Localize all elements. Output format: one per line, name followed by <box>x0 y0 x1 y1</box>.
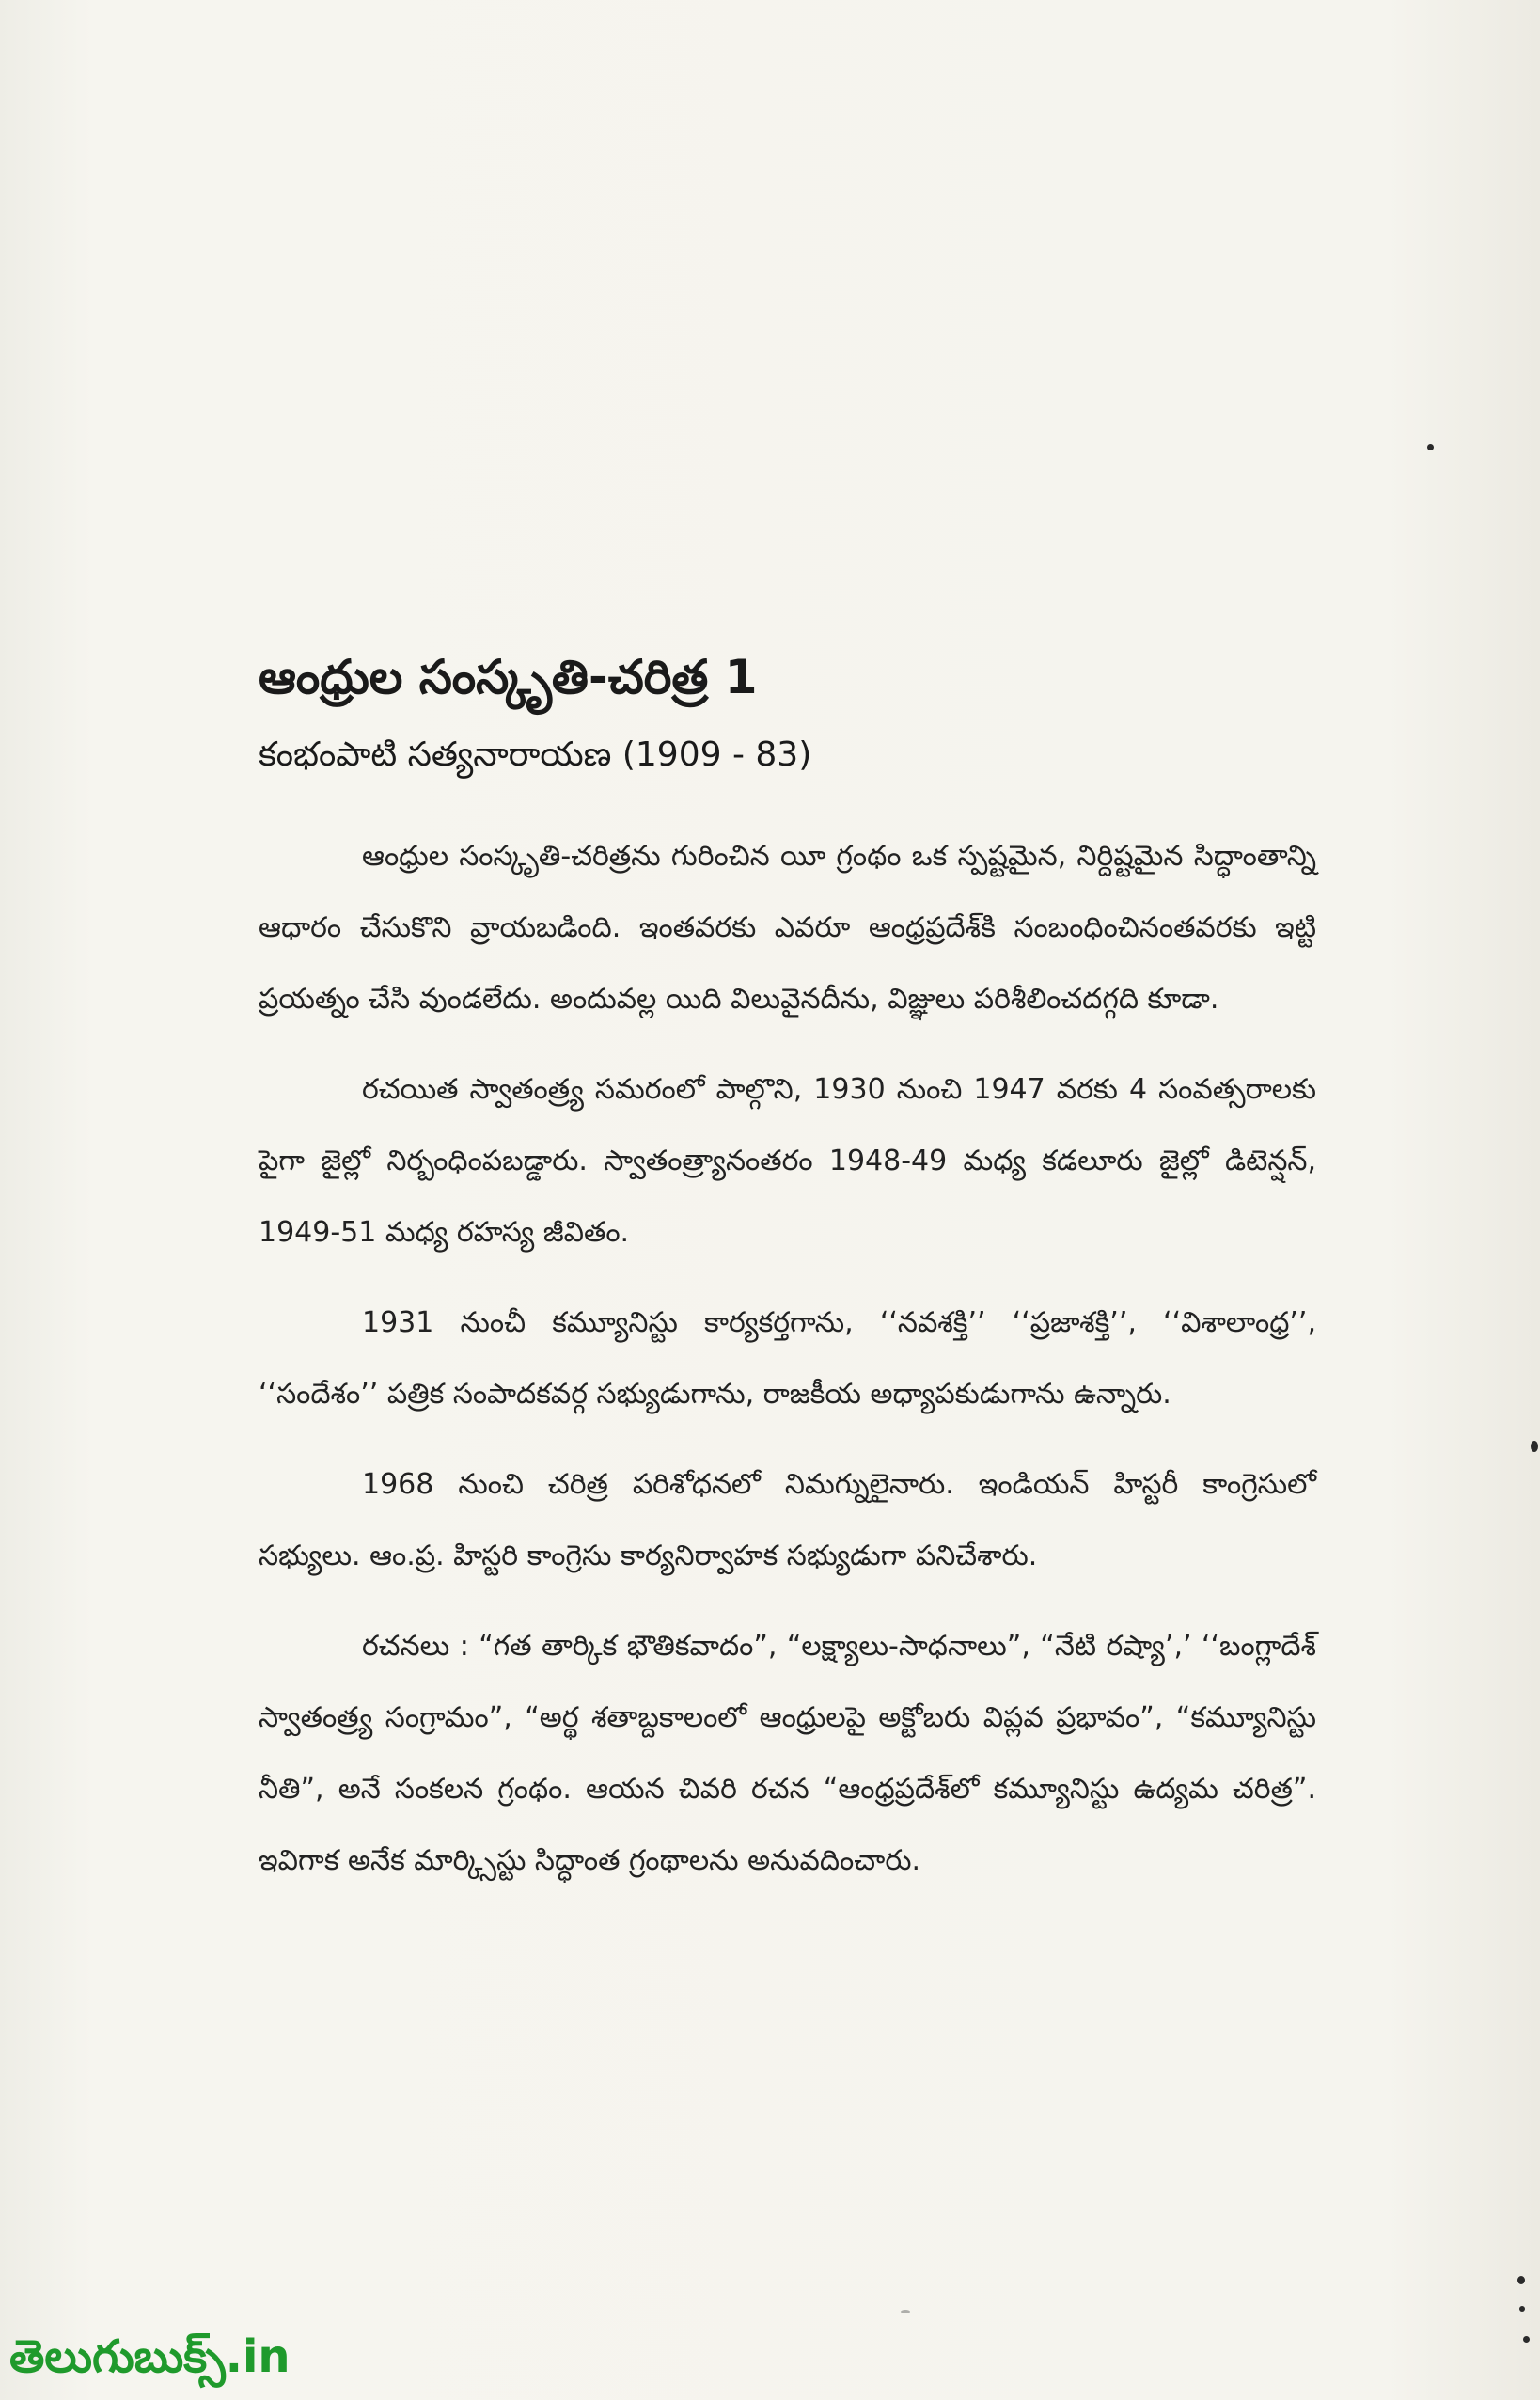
site-watermark: తెలుగుబుక్స్.in <box>9 2330 291 2383</box>
blurb-paragraph: ఆంధ్రుల సంస్కృతి-చరిత్రను గురించిన యీ గ్రంథం ఒక స్పష్టమైన, నిర్దిష్టమైన సిద్ధాంతాన్ని ఆధారం చేసుకొని వ్రాయబడింది. ఇంతవరకు ఎవరూ ఆంధ్రప్రదేశ్‌కి సంబంధించినంతవరకు ఇట్టి ప్రయత్నం చేసి వుండలేదు. అందువల్ల యిది విలువైనదీను, విజ్ఞులు పరిశీలించదగ్గది కూడా. <box>259 839 1316 1016</box>
scan-speck <box>1519 2306 1525 2312</box>
blurb-paragraph: 1968 నుంచి చరిత్ర పరిశోధనలో నిమగ్నులైనారు. ఇండియన్ హిస్టరీ కాంగ్రెసులో సభ్యులు. ఆం.ప్ర. హిస్టరి కాంగ్రెసు కార్యనిర్వాహక సభ్యుడుగా పనిచేశారు. <box>259 1467 1316 1572</box>
book-title: ఆంధ్రుల సంస్కృతి-చరిత్ర 1 <box>259 650 758 704</box>
blurb-paragraph: రచయిత స్వాతంత్ర్య సమరంలో పాల్గొని, 1930 నుంచి 1947 వరకు 4 సంవత్సరాలకు పైగా జైల్లో నిర్బంధింపబడ్డారు. స్వాతంత్ర్యానంతరం 1948-49 మధ్య కడలూరు జైల్లో డిటెన్షన్, 1949-51 మధ్య రహస్య జీవితం. <box>259 1072 1316 1249</box>
author-line: కంభంపాటి సత్యనారాయణ (1909 - 83) <box>259 735 812 774</box>
scan-speck <box>1427 444 1434 450</box>
book-blurb <box>259 649 1316 1916</box>
scan-speck <box>1517 2276 1525 2284</box>
scan-speck <box>1523 2336 1530 2343</box>
blurb-paragraph: రచనలు : “గత తార్కిక భౌతికవాదం”, “లక్ష్యాలు-సాధనాలు”, “నేటి రష్యా’,’ ‘‘బంగ్లాదేశ్ స్వాతంత్ర్య సంగ్రామం”, “అర్థ శతాబ్దకాలంలో ఆంధ్రులపై అక్టోబరు విప్లవ ప్రభావం”, “కమ్యూనిస్టు నీతి”, అనే సంకలన గ్రంథం. ఆయన చివరి రచన “ఆంధ్రప్రదేశ్‌లో కమ్యూనిస్టు ఉద్యమ చరిత్ర”. ఇవిగాక అనేక మార్క్సిస్టు సిద్ధాంత గ్రంథాలను అనువదించారు. <box>259 1629 1316 1877</box>
scan-speck <box>1531 1441 1538 1452</box>
scan-speck <box>901 2310 910 2313</box>
blurb-paragraph: 1931 నుంచీ కమ్యూనిస్టు కార్యకర్తగాను, ‘‘నవశక్తి’’ ‘‘ప్రజాశక్తి’’, ‘‘విశాలాంధ్ర’’, ‘‘సందేశం’’ పత్రిక సంపాదకవర్గ సభ్యుడుగాను, రాజకీయ అధ్యాపకుడుగాను ఉన్నారు. <box>259 1305 1316 1411</box>
